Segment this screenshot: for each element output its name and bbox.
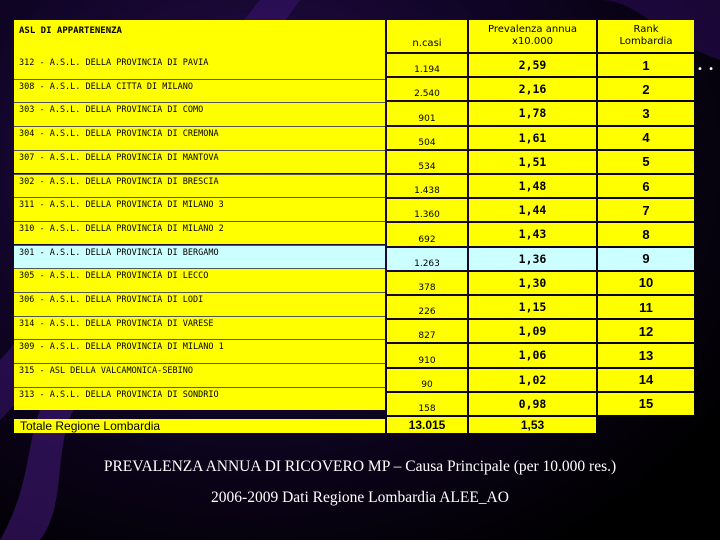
row-rank: 14 xyxy=(598,369,694,391)
row-divider xyxy=(14,197,385,198)
row-divider xyxy=(14,339,385,340)
row-asl-label: 311 - A.S.L. DELLA PROVINCIA DI MILANO 3 xyxy=(14,197,385,221)
header-rank-line2: Lombardia xyxy=(619,36,673,47)
row-asl-label: 309 - A.S.L. DELLA PROVINCIA DI MILANO 1 xyxy=(14,339,385,363)
row-asl-label: 305 - A.S.L. DELLA PROVINCIA DI LECCO xyxy=(14,268,385,292)
row-asl-label: 304 - A.S.L. DELLA PROVINCIA DI CREMONA xyxy=(14,126,385,150)
row-divider xyxy=(14,174,385,175)
row-prevalenza: 1,44 xyxy=(469,199,596,221)
total-prevalenza: 1,53 xyxy=(469,417,596,433)
row-rank: 5 xyxy=(598,151,694,173)
header-prevalenza xyxy=(469,20,596,52)
row-ncasi: 1.194 xyxy=(387,54,467,76)
row-divider xyxy=(14,292,385,293)
row-rank: 12 xyxy=(598,320,694,342)
row-divider xyxy=(14,363,385,364)
row-asl-label: 310 - A.S.L. DELLA PROVINCIA DI MILANO 2 xyxy=(14,221,385,245)
header-prevalenza-line2: x10.000 xyxy=(512,36,553,47)
row-rank: 15 xyxy=(598,393,694,415)
row-ncasi: 901 xyxy=(387,102,467,124)
row-divider xyxy=(14,387,385,388)
header-rank-line1: Rank xyxy=(633,24,659,35)
total-label: Totale Regione Lombardia xyxy=(14,419,385,433)
row-ncasi: 2.540 xyxy=(387,78,467,100)
row-rank: 9 xyxy=(598,248,694,270)
row-divider xyxy=(14,102,385,103)
row-asl-label: 303 - A.S.L. DELLA PROVINCIA DI COMO xyxy=(14,102,385,126)
row-rank: 11 xyxy=(598,296,694,318)
row-asl-label: 315 - ASL DELLA VALCAMONICA-SEBINO xyxy=(14,363,385,387)
row-prevalenza: 1,30 xyxy=(469,272,596,294)
row-asl-label: 314 - A.S.L. DELLA PROVINCIA DI VARESE xyxy=(14,316,385,340)
row-divider xyxy=(14,316,385,317)
row-asl-label: 302 - A.S.L. DELLA PROVINCIA DI BRESCIA xyxy=(14,174,385,198)
header-rank xyxy=(598,20,694,52)
row-divider xyxy=(14,126,385,127)
row-asl-label: 313 - A.S.L. DELLA PROVINCIA DI SONDRIO xyxy=(14,387,385,411)
row-prevalenza: 2,59 xyxy=(469,54,596,76)
row-prevalenza: 1,61 xyxy=(469,127,596,149)
row-rank: 1 xyxy=(598,54,694,76)
row-prevalenza: 1,06 xyxy=(469,344,596,366)
row-prevalenza: 1,09 xyxy=(469,320,596,342)
row-ncasi: 1.360 xyxy=(387,199,467,221)
caption-line1: PREVALENZA ANNUA DI RICOVERO MP – Causa Principale (per 10.000 res.) xyxy=(103,458,617,475)
slide-dots: • • xyxy=(697,64,715,75)
row-ncasi: 504 xyxy=(387,127,467,149)
row-ncasi: 692 xyxy=(387,223,467,245)
row-asl-label: 307 - A.S.L. DELLA PROVINCIA DI MANTOVA xyxy=(14,150,385,174)
row-prevalenza: 1,36 xyxy=(469,248,596,270)
row-ncasi: 158 xyxy=(387,393,467,415)
row-prevalenza: 1,43 xyxy=(469,223,596,245)
row-asl-label: 306 - A.S.L. DELLA PROVINCIA DI LODI xyxy=(14,292,385,316)
row-divider xyxy=(14,268,385,269)
row-asl-label: 308 - A.S.L. DELLA CITTA DI MILANO xyxy=(14,79,385,103)
header-ncasi: n.casi xyxy=(387,20,467,52)
row-prevalenza: 0,98 xyxy=(469,393,596,415)
row-divider xyxy=(14,79,385,80)
row-prevalenza: 1,15 xyxy=(469,296,596,318)
row-rank: 3 xyxy=(598,102,694,124)
row-ncasi: 827 xyxy=(387,320,467,342)
row-prevalenza: 1,02 xyxy=(469,369,596,391)
total-ncasi: 13.015 xyxy=(387,417,467,433)
row-prevalenza: 1,51 xyxy=(469,151,596,173)
row-ncasi: 1.263 xyxy=(387,248,467,270)
row-divider xyxy=(14,245,385,246)
row-prevalenza: 1,78 xyxy=(469,102,596,124)
header-asl: ASL DI APPARTENENZA xyxy=(14,20,385,58)
row-prevalenza: 2,16 xyxy=(469,78,596,100)
row-divider xyxy=(14,150,385,151)
row-ncasi: 226 xyxy=(387,296,467,318)
caption-line2: 2006-2009 Dati Regione Lombardia ALEE_AO xyxy=(211,489,509,506)
row-prevalenza: 1,48 xyxy=(469,175,596,197)
row-ncasi: 910 xyxy=(387,344,467,366)
row-ncasi: 90 xyxy=(387,369,467,391)
row-rank: 7 xyxy=(598,199,694,221)
header-prevalenza-line1: Prevalenza annua xyxy=(487,24,578,35)
row-rank: 6 xyxy=(598,175,694,197)
row-ncasi: 378 xyxy=(387,272,467,294)
row-divider xyxy=(14,221,385,222)
row-asl-label: 312 - A.S.L. DELLA PROVINCIA DI PAVIA xyxy=(14,55,385,79)
row-rank: 2 xyxy=(598,78,694,100)
row-rank: 10 xyxy=(598,272,694,294)
row-asl-label: 301 - A.S.L. DELLA PROVINCIA DI BERGAMO xyxy=(14,245,385,269)
row-rank: 8 xyxy=(598,223,694,245)
row-rank: 13 xyxy=(598,344,694,366)
row-ncasi: 1.438 xyxy=(387,175,467,197)
prevalence-table xyxy=(14,20,694,433)
row-ncasi: 534 xyxy=(387,151,467,173)
row-rank: 4 xyxy=(598,127,694,149)
